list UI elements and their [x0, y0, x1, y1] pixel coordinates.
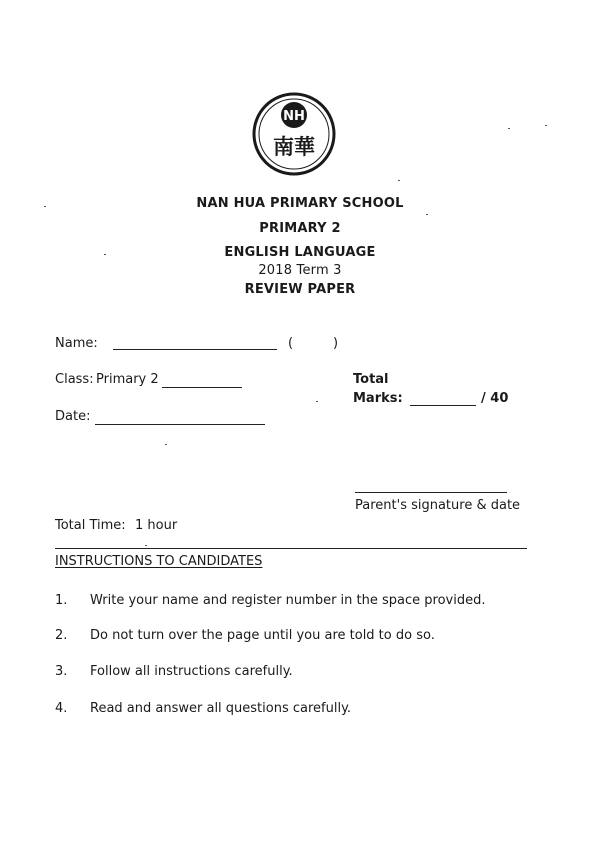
- logo-chinese: 南華: [273, 135, 315, 159]
- instruction-text: Read and answer all questions carefully.: [90, 701, 352, 716]
- school-logo: [252, 92, 336, 176]
- date-label: Date:: [55, 409, 91, 424]
- signature-line: [355, 492, 507, 493]
- name-label: Name:: [55, 336, 98, 351]
- class-value: Primary 2: [96, 372, 159, 387]
- scan-speck: [44, 206, 46, 207]
- scan-speck: [545, 125, 547, 126]
- total-label: Total: [353, 372, 389, 387]
- subject: ENGLISH LANGUAGE: [224, 245, 376, 260]
- time-label: Total Time:: [55, 518, 126, 533]
- instruction-number: 2.: [55, 628, 68, 643]
- scan-speck: [426, 214, 428, 215]
- term: 2018 Term 3: [258, 263, 342, 278]
- scan-speck: [316, 401, 318, 402]
- instruction-text: Do not turn over the page until you are told to do so.: [90, 628, 435, 643]
- instruction-text: Follow all instructions carefully.: [90, 664, 293, 679]
- close-paren: ): [333, 336, 339, 351]
- scan-speck: [165, 444, 167, 445]
- logo-initials: NH: [283, 109, 305, 124]
- scan-speck: [145, 545, 147, 546]
- marks-label: Marks:: [353, 391, 403, 406]
- open-paren: (: [288, 336, 294, 351]
- name-line: [113, 349, 277, 350]
- instructions-heading: INSTRUCTIONS TO CANDIDATES: [55, 554, 263, 569]
- time-value: 1 hour: [135, 518, 178, 533]
- instruction-number: 3.: [55, 664, 68, 679]
- date-line: [95, 424, 265, 425]
- scan-speck: [104, 254, 106, 255]
- class-label: Class:: [55, 372, 94, 387]
- instruction-text: Write your name and register number in the space provided.: [90, 593, 486, 608]
- scan-speck: [508, 128, 510, 129]
- separator-line: [55, 548, 527, 549]
- level: PRIMARY 2: [259, 221, 341, 236]
- marks-total: / 40: [481, 391, 509, 406]
- instruction-number: 4.: [55, 701, 68, 716]
- marks-line: [410, 405, 476, 406]
- class-line: [162, 387, 242, 388]
- signature-label: Parent's signature & date: [355, 498, 521, 513]
- instruction-number: 1.: [55, 593, 68, 608]
- school-name: NAN HUA PRIMARY SCHOOL: [196, 196, 404, 211]
- paper-title: REVIEW PAPER: [244, 282, 356, 297]
- scan-speck: [398, 180, 400, 181]
